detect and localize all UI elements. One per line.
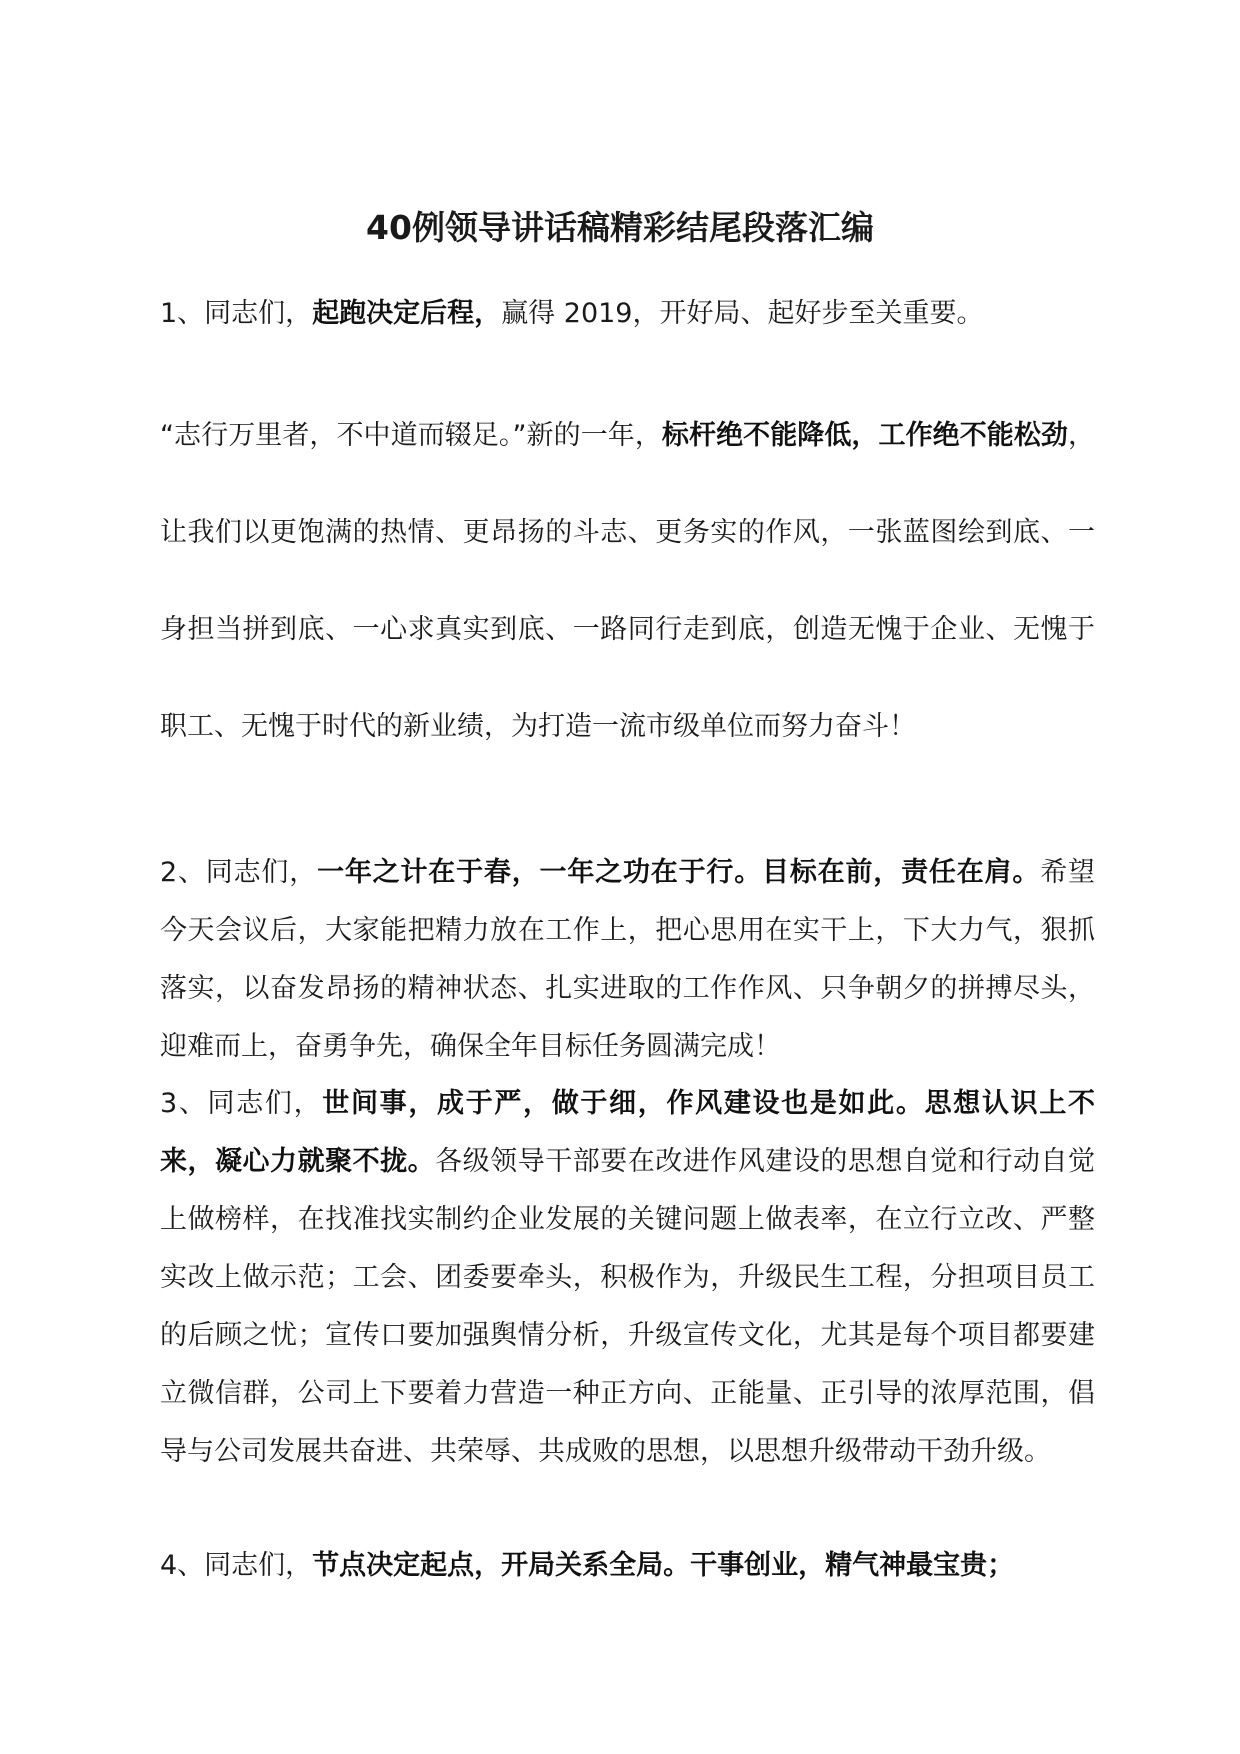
paragraph-1-emphasis-1: 起跑决定后程， <box>312 298 502 329</box>
paragraph-1 <box>160 290 1095 775</box>
paragraph-4 <box>160 1537 1095 1595</box>
paragraph-3 <box>160 1075 1095 1481</box>
paragraph-4-emphasis: 节点决定起点，开局关系全局。干事创业，精气神最宝贵； <box>312 1550 1015 1581</box>
paragraph-2-emphasis: 一年之计在于春，一年之功在于行。目标在前，责任在肩。 <box>317 857 1041 888</box>
paragraph-1-text-1: 赢得 2019，开好局、起好步至关重要。 <box>501 298 984 329</box>
paragraph-4-lead: 4、同志们， <box>160 1550 313 1581</box>
paragraph-3-text: 各级领导干部要在改进作风建设的思想自觉和行动自觉上做榜样，在找准找实制约企业发展的关键问题上做表率，在立行立改、严整实改上做示范；工会、团委要牵头，积极作为，升级民生工程，分担项目员工的后顾之忧；宣传口要加强舆情分析，升级宣传文化，尤其是每个项目都要建立微信群，公司上下要着力营造一种正方向、正能量、正引导的浓厚范围，倡导与公司发展共奋进、共荣辱、共成败的思想，以思想升级带动干劲升级。 <box>160 1146 1096 1467</box>
document-title: 40例领导讲话稿精彩结尾段落汇编 <box>366 208 874 247</box>
paragraph-2-lead: 2、同志们， <box>160 857 318 888</box>
paragraph-1-text-2: “志行万里者，不中道而辍足。”新的一年， <box>160 420 662 451</box>
paragraph-2 <box>160 844 1095 1076</box>
paragraph-3-emphasis: 世间事，成于严，做于细，作风建设也是如此。思想认识上不来，凝心力就聚不拢。 <box>160 1088 1096 1177</box>
paragraph-1-emphasis-2: 标杆绝不能降低，工作绝不能松劲 <box>661 420 1068 451</box>
paragraph-1-first-line <box>160 290 1095 338</box>
paragraph-1-text-3: ，让我们以更饱满的热情、更昂扬的斗志、更务实的作风，一张蓝图绘到底、一身担当拼到底、一心求真实到底、一路同行走到底，创造无愧于企业、无愧于职工、无愧于时代的新业绩，为打造一流市级单位而努力奋斗！ <box>160 420 1095 742</box>
paragraph-3-lead: 3、同志们， <box>160 1088 323 1119</box>
paragraph-1-lead: 1、同志们， <box>160 298 313 329</box>
paragraph-2-text: 希望今天会议后，大家能把精力放在工作上，把心思用在实干上，下大力气，狠抓落实，以奋发昂扬的精神状态、扎实进取的工作作风、只争朝夕的拼搏尽头，迎难而上，奋勇争先，确保全年目标任务圆满完成！ <box>160 857 1095 1062</box>
